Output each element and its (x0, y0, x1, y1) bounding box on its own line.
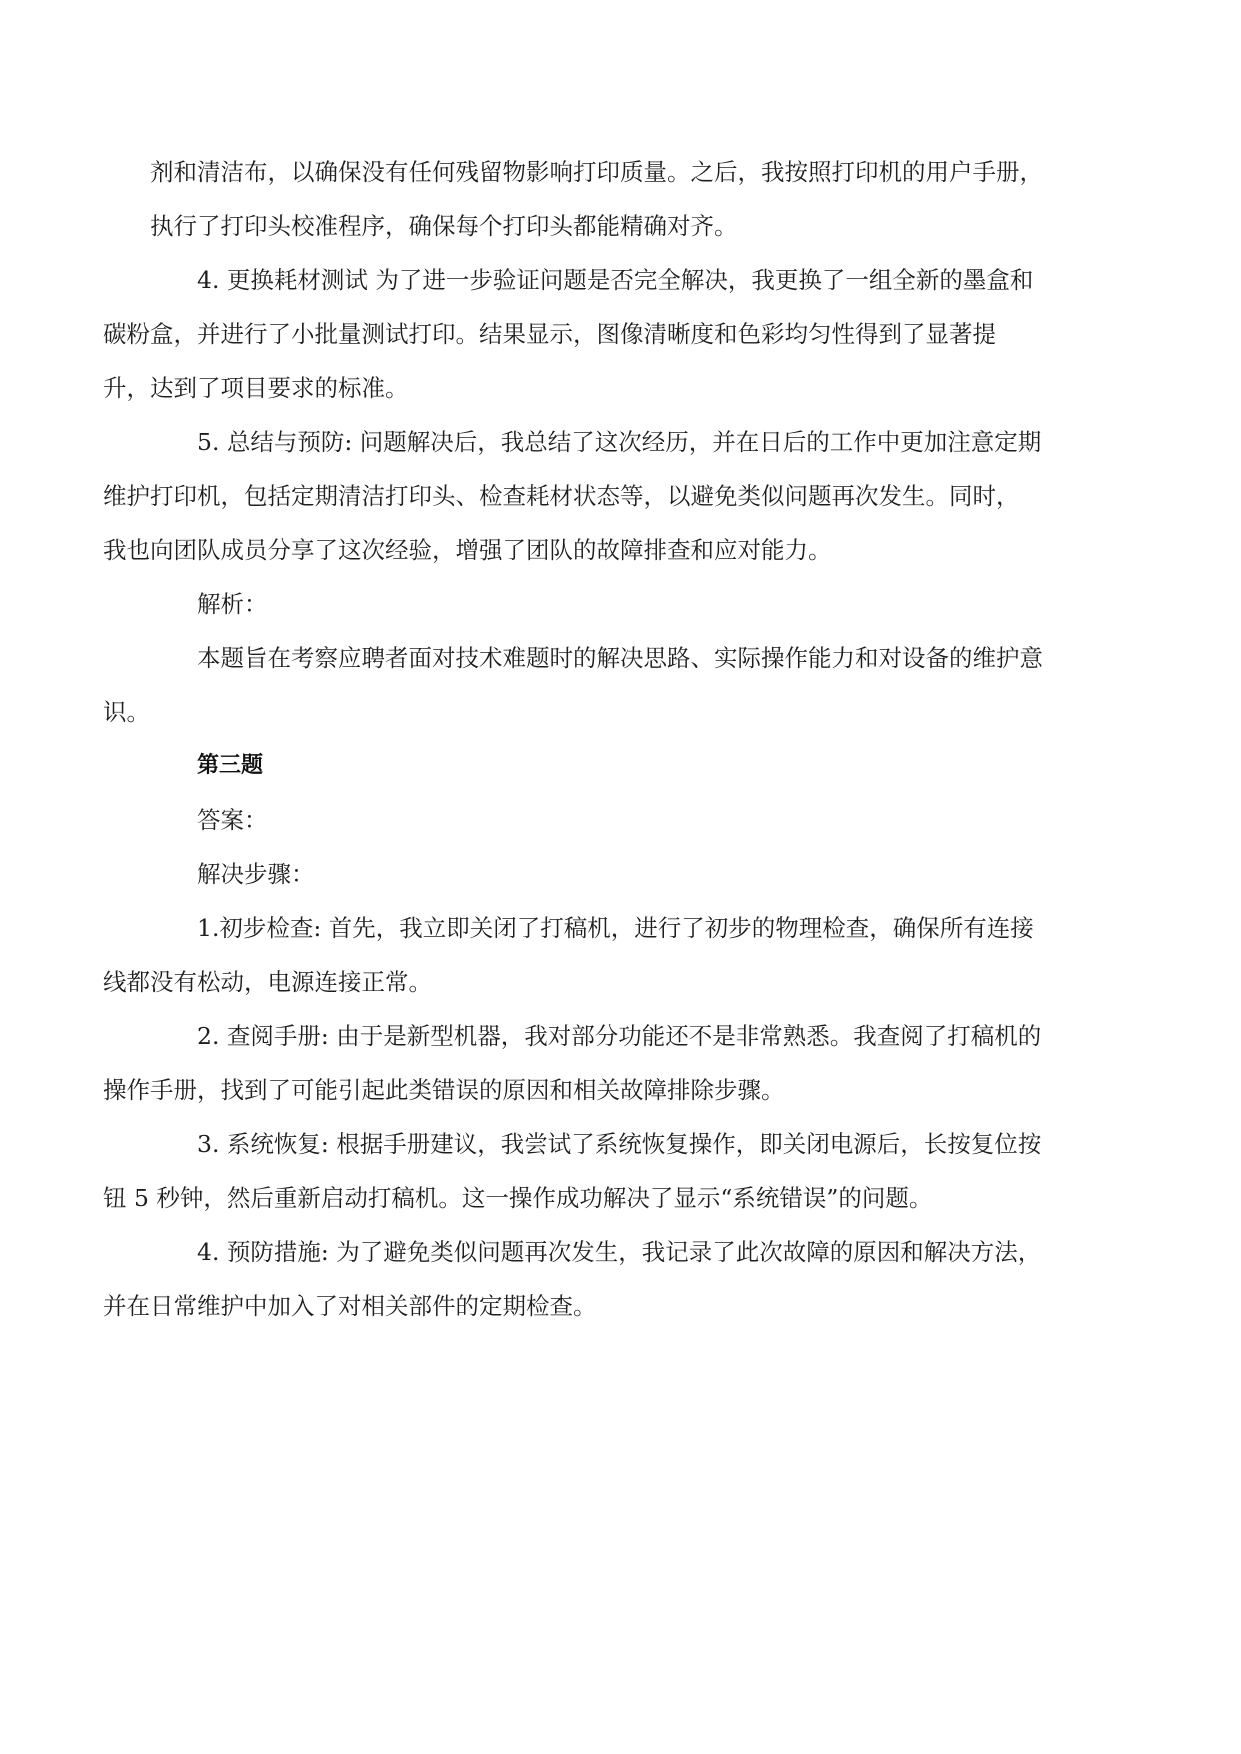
paragraph-step-1 (103, 901, 1092, 1009)
paragraph-step-4-consumables (103, 253, 1092, 415)
paragraph-steps-label (150, 847, 1092, 901)
text-line: 维护打印机，包括定期清洁打印头、检查耗材状态等，以避免类似问题再次发生。同时， (103, 482, 1020, 510)
text-line: 4. 更换耗材测试 为了进一步验证问题是否完全解决，我更换了一组全新的墨盒和 (197, 266, 1034, 294)
text-line: 识。 (103, 698, 150, 726)
paragraph-cleaning (150, 145, 1092, 253)
text-line: 操作手册，找到了可能引起此类错误的原因和相关故障排除步骤。 (103, 1076, 785, 1104)
text-line: 4. 预防措施: 为了避免类似问题再次发生，我记录了此次故障的原因和解决方法， (197, 1238, 1042, 1266)
question-three-heading (150, 739, 1092, 793)
text-line: 解析： (197, 590, 268, 618)
text-line: 升，达到了项目要求的标准。 (103, 374, 409, 402)
text-line: 5. 总结与预防: 问题解决后，我总结了这次经历，并在日后的工作中更加注意定期 (197, 428, 1042, 456)
text-line: 碳粉盒，并进行了小批量测试打印。结果显示，图像清晰度和色彩均匀性得到了显著提 (103, 320, 996, 348)
text-line: 本题旨在考察应聘者面对技术难题时的解决思路、实际操作能力和对设备的维护意 (197, 644, 1043, 672)
text-line: 解决步骤： (197, 860, 315, 888)
text-line: 线都没有松动，电源连接正常。 (103, 968, 432, 996)
text-line: 并在日常维护中加入了对相关部件的定期检查。 (103, 1292, 597, 1320)
paragraph-analysis-label (150, 577, 1092, 631)
text-line: 1.初步检查: 首先，我立即关闭了打稿机，进行了初步的物理检查，确保所有连接 (197, 914, 1034, 942)
paragraph-step-3 (103, 1117, 1092, 1225)
text-line: 钮 5 秒钟，然后重新启动打稿机。这一操作成功解决了显示“系统错误”的问题。 (103, 1184, 933, 1212)
text-line: 答案： (197, 806, 268, 834)
heading-text: 第三题 (197, 753, 264, 778)
text-line: 剂和清洁布，以确保没有任何残留物影响打印质量。之后，我按照打印机的用户手册， (150, 158, 1043, 186)
text-line: 我也向团队成员分享了这次经验，增强了团队的故障排查和应对能力。 (103, 536, 832, 564)
text-line: 3. 系统恢复: 根据手册建议，我尝试了系统恢复操作，即关闭电源后，长按复位按 (197, 1130, 1042, 1158)
paragraph-analysis (103, 631, 1092, 739)
text-line: 2. 查阅手册: 由于是新型机器，我对部分功能还不是非常熟悉。我查阅了打稿机的 (197, 1022, 1042, 1050)
paragraph-step-2 (103, 1009, 1092, 1117)
paragraph-step-5-summary (103, 415, 1092, 577)
document-page (103, 145, 1092, 1333)
text-line: 执行了打印头校准程序，确保每个打印头都能精确对齐。 (150, 212, 738, 240)
paragraph-step-4-prevention (103, 1225, 1092, 1333)
paragraph-answer-label (150, 793, 1092, 847)
